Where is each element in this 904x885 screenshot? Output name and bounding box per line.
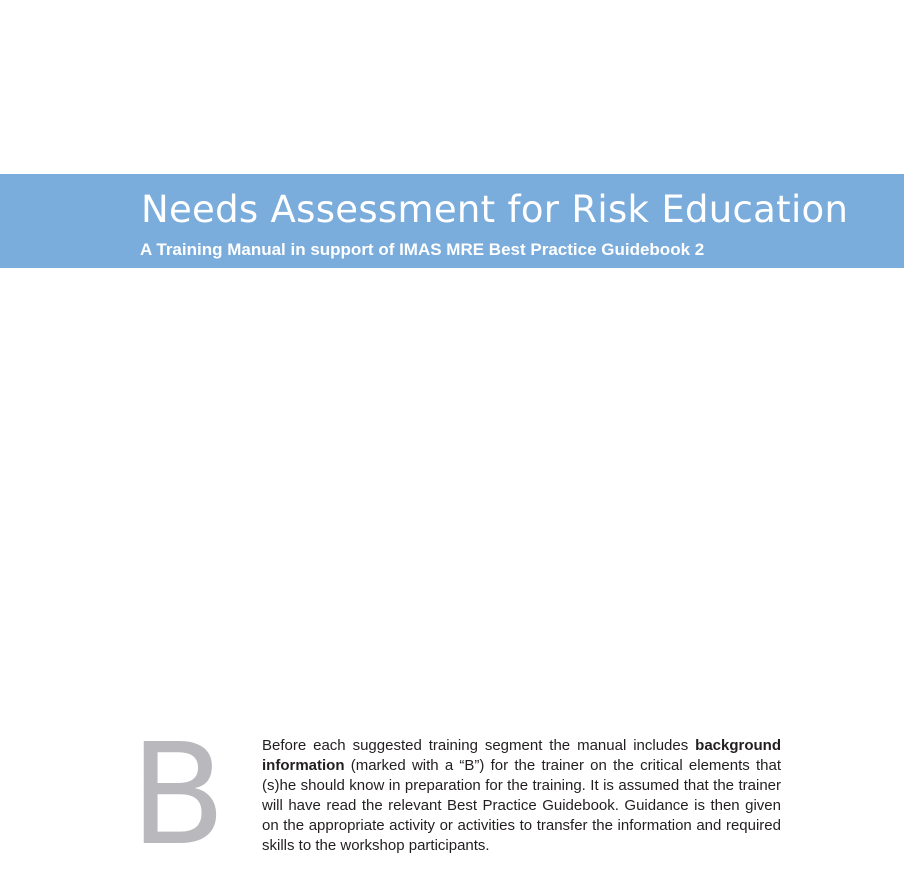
background-marker-letter: B (130, 714, 227, 877)
title-banner (0, 174, 904, 268)
intro-text-after: (marked with a “B”) for the trainer on the critical elements that (s)he should know in preparation for the training. It is assumed that the trainer will have read the relevant Best Practice Guidebook. Guidance is then given on the appropriate activity or activities to transfer the information and required skills to the workshop participants. (262, 757, 781, 854)
page-subtitle: A Training Manual in support of IMAS MRE Best Practice Guidebook 2 (140, 240, 705, 259)
intro-bold-phrase: background information (262, 737, 781, 774)
intro-paragraph (262, 736, 781, 856)
page-title: Needs Assessment for Risk Education (141, 188, 849, 231)
intro-text-before: Before each suggested training segment the manual includes (262, 737, 696, 754)
